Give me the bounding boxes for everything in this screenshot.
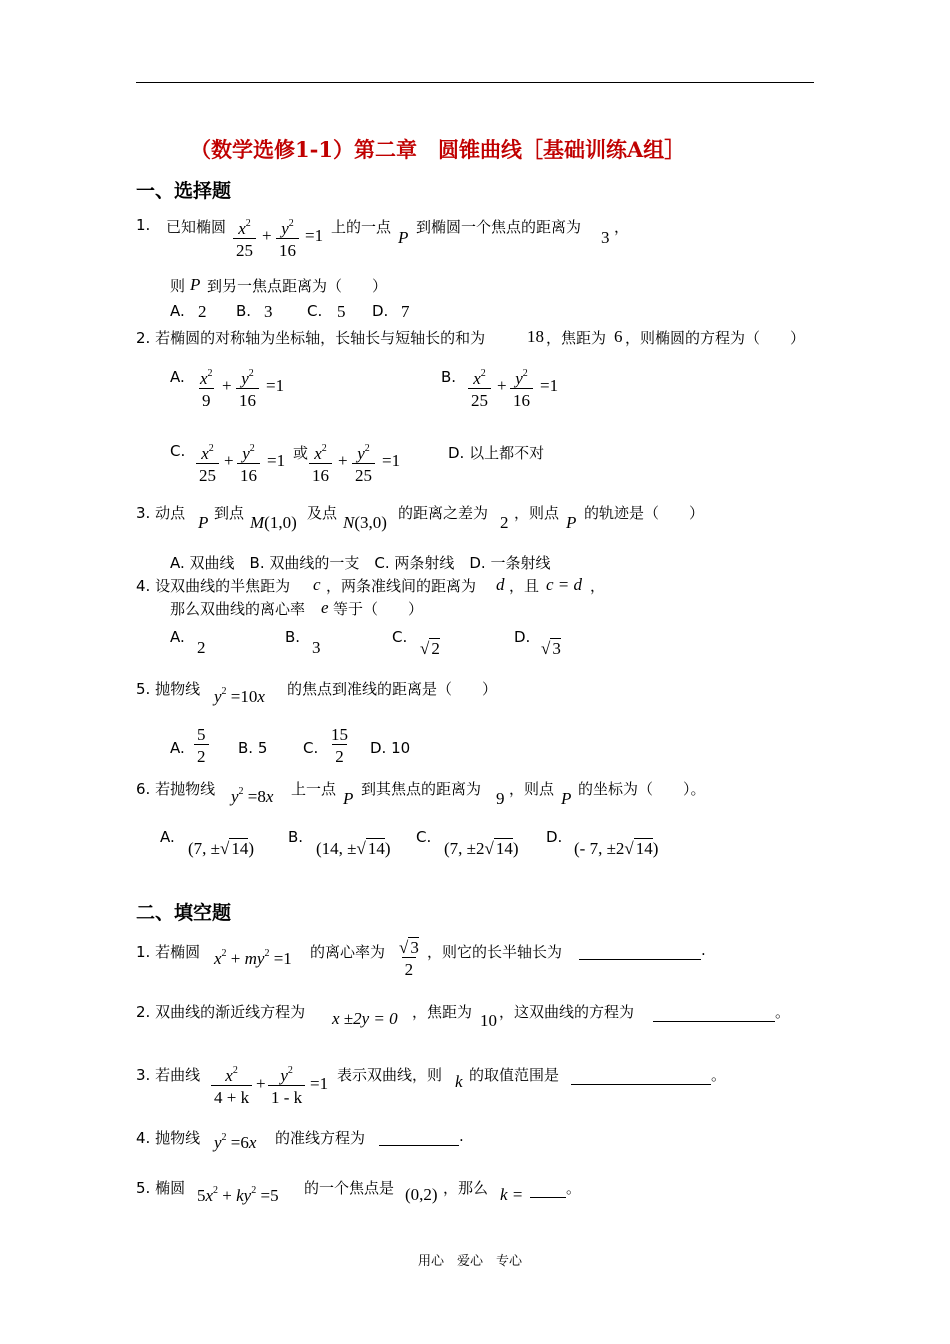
q4-line2-b: 等于（ ）: [333, 600, 424, 618]
q6-text-1: 6. 若抛物线: [136, 780, 216, 798]
q3-text-4: 的距离之差为: [398, 504, 489, 522]
q6-opt-a: A.: [160, 828, 175, 846]
q2-c-frac4: $\frac{y^2}{25}$: [352, 439, 375, 485]
q2-c-plus: +: [224, 451, 234, 470]
q3-var-p: P: [198, 513, 209, 532]
q6-opt-a-val: (7, ±√ 14): [188, 839, 255, 858]
q5-text-1: 5. 抛物线: [136, 680, 201, 698]
f2-text-3: ，这双曲线的方程为: [499, 1003, 635, 1021]
f5-text-3: ，那么: [443, 1179, 489, 1197]
q1-eq: =1: [305, 226, 324, 245]
q4-var-e: e: [321, 598, 329, 617]
q2-a-eq: =1: [266, 376, 285, 395]
q2-opt-b: B.: [441, 368, 457, 386]
q1-comma: ，: [614, 218, 630, 236]
q1-line2-a: 则: [170, 277, 186, 295]
f5-text-1: 5. 椭圆: [136, 1179, 186, 1197]
q5-opt-a: A.: [170, 739, 185, 757]
f3-plus: +: [256, 1074, 266, 1093]
q3-text-6: 的轨迹是（ ）: [584, 504, 705, 522]
q1-opt-c-val: 5: [337, 302, 346, 321]
q3-text-3: 及点: [307, 504, 338, 522]
q2-a-frac1: $\frac{x^2}{9}$: [200, 368, 213, 410]
q4-opt-b: B.: [285, 628, 301, 646]
f3-blank[interactable]: 。: [571, 1064, 726, 1085]
q3-point-m: M(1,0): [250, 513, 297, 532]
q2-b-frac2: $\frac{y^2}{16}$: [510, 364, 533, 410]
f1-text-1: 1. 若椭圆: [136, 943, 201, 961]
q5-opt-b: B. 5: [238, 739, 268, 757]
q1-frac-y: $\frac{y^2}{16}$: [276, 214, 299, 260]
q6-text-4: ，则点: [509, 780, 555, 798]
q6-var-p: P: [343, 789, 354, 808]
q2-c-frac2: $\frac{y^2}{16}$: [237, 439, 260, 485]
q2-c-eq: =1: [267, 451, 286, 470]
f1-equation: $x^2 + my^2 =1$: [214, 948, 292, 968]
f2-text-1: 2. 双曲线的渐近线方程为: [136, 1003, 306, 1021]
q4-var-c: c: [313, 575, 321, 594]
q4-opt-a-val: 2: [197, 638, 206, 657]
q2-text: 2. 若椭圆的对称轴为坐标轴，长轴长与短轴长的和为: [136, 329, 486, 347]
q4-opt-d-val: √ 3: [541, 639, 561, 658]
page-footer: 用心 爱心 专心: [418, 1254, 523, 1269]
f5-var-k: k =: [500, 1185, 524, 1204]
q3-text-1: 3. 动点: [136, 504, 186, 522]
f3-frac-x: $\frac{x^2}{4 + k}$: [211, 1061, 252, 1107]
q6-opt-d-val: (- 7, ±2√ 14): [574, 839, 659, 858]
f3-var-k: k: [455, 1072, 463, 1091]
q5-opt-d: D. 10: [370, 739, 411, 757]
q1-opt-b: B.: [236, 302, 252, 320]
q2-b-eq: =1: [540, 376, 559, 395]
q5-text-2: 的焦点到准线的距离是（ ）: [287, 680, 498, 698]
f1-eccentricity: $\frac{√ 3}{2}$: [399, 938, 419, 979]
f4-text-1: 4. 抛物线: [136, 1129, 201, 1147]
q2-c-frac1: $\frac{x^2}{25}$: [196, 439, 219, 485]
q6-opt-c: C.: [416, 828, 432, 846]
q2-c-eq-2: =1: [382, 451, 401, 470]
q2-text-2: ，焦距为: [546, 329, 607, 347]
q4-var-d: d: [496, 575, 505, 594]
q3-diff: 2: [500, 513, 509, 532]
f1-blank[interactable]: .: [579, 941, 706, 960]
page-title: （数学选修1-1）第二章 圆锥曲线［基础训练A组］: [190, 137, 686, 162]
q4-cond: c = d: [546, 575, 583, 594]
q3-point-n: N(3,0): [343, 513, 387, 532]
f2-asymptote: x ±2y = 0: [332, 1009, 398, 1028]
q5-opt-c: C.: [303, 739, 319, 757]
f2-blank[interactable]: 。: [653, 1001, 790, 1022]
q4-opt-c: C.: [392, 628, 408, 646]
q2-c-frac3: $\frac{x^2}{16}$: [309, 439, 332, 485]
q4-text-1: 4. 设双曲线的半焦距为: [136, 577, 291, 595]
q4-line2-a: 那么双曲线的离心率: [170, 600, 306, 618]
q1-opt-d-val: 7: [401, 302, 410, 321]
q6-text-5: 的坐标为（ ）。: [578, 780, 706, 798]
q2-opt-a: A.: [170, 368, 185, 386]
q6-distance: 9: [496, 789, 505, 808]
q5-opt-a-frac: $\frac{5}{2}$: [194, 725, 209, 766]
f4-text-2: 的准线方程为: [275, 1129, 366, 1147]
q2-b-plus: +: [497, 376, 507, 395]
header-rule: [136, 82, 814, 83]
q2-focal: 6: [614, 327, 623, 346]
q2-b-frac1: $\frac{x^2}{25}$: [468, 364, 491, 410]
q2-opt-d: D. 以上都不对: [448, 444, 545, 462]
f5-blank[interactable]: 。: [530, 1177, 581, 1198]
q4-text-3: ，且: [509, 577, 540, 595]
q6-opt-c-val: (7, ±2√ 14): [444, 839, 519, 858]
q1-line2-p: P: [190, 275, 201, 294]
f4-blank[interactable]: .: [379, 1127, 464, 1146]
q5-opt-c-frac: $\frac{15}{2}$: [331, 725, 348, 766]
q6-text-3: 到其焦点的距离为: [361, 780, 482, 798]
q1-opt-b-val: 3: [264, 302, 273, 321]
f3-text-2: 表示双曲线，则: [337, 1066, 443, 1084]
q1-opt-d: D.: [372, 302, 389, 320]
section-choice-heading: 一、选择题: [136, 180, 232, 202]
q1-text-1: 已知椭圆: [166, 218, 227, 236]
q4-opt-a: A.: [170, 628, 185, 646]
q4-text-2: ，两条准线间的距离为: [326, 577, 477, 595]
q1-text-3: 到椭圆一个焦点的距离为: [416, 218, 582, 236]
q3-text-5: ，则点: [514, 504, 560, 522]
q1-distance: 3: [601, 228, 610, 247]
f3-text-1: 3. 若曲线: [136, 1066, 201, 1084]
f1-text-2: 的离心率为: [310, 943, 386, 961]
f3-eq: =1: [310, 1074, 329, 1093]
f4-equation: $y^2 =6x$: [214, 1132, 257, 1152]
q1-line2-b: 到另一焦点距离为（ ）: [207, 277, 388, 295]
q2-text-3: ，则椭圆的方程为（ ）: [625, 329, 806, 347]
f3-text-3: 的取值范围是: [469, 1066, 560, 1084]
q6-var-p-2: P: [561, 789, 572, 808]
q1-number: 1.: [136, 216, 151, 234]
f5-text-2: 的一个焦点是: [304, 1179, 395, 1197]
q6-opt-b-val: (14, ±√ 14): [316, 839, 391, 858]
q6-equation: $y^2 =8x$: [231, 786, 274, 806]
q2-opt-c: C.: [170, 442, 186, 460]
q3-options: A. 双曲线 B. 双曲线的一支 C. 两条射线 D. 一条射线: [170, 554, 551, 572]
section-fill-heading: 二、填空题: [136, 902, 232, 924]
q1-var-p: P: [398, 228, 409, 247]
q1-opt-c: C.: [307, 302, 323, 320]
f2-text-2: ，焦距为: [412, 1003, 473, 1021]
q1-opt-a-val: 2: [198, 302, 207, 321]
q5-equation: $y^2 =10x$: [214, 686, 265, 706]
q6-opt-b: B.: [288, 828, 304, 846]
q2-sum: 18: [527, 327, 544, 346]
q4-comma: ，: [590, 577, 606, 595]
q2-a-frac2: $\frac{y^2}{16}$: [236, 364, 259, 410]
q6-opt-d: D.: [546, 828, 563, 846]
q1-opt-a: A.: [170, 302, 185, 320]
f5-equation: $5x^2 + ky^2 =5$: [197, 1185, 279, 1205]
q1-text-2: 上的一点: [331, 218, 392, 236]
f5-focus: (0,2): [405, 1185, 438, 1204]
q1-plus: +: [262, 226, 272, 245]
q2-c-plus-2: +: [338, 451, 348, 470]
f2-focal: 10: [480, 1011, 497, 1030]
q4-opt-c-val: √ 2: [420, 639, 440, 658]
q2-or: 或: [293, 444, 309, 462]
q4-opt-d: D.: [514, 628, 531, 646]
q3-var-p-2: P: [566, 513, 577, 532]
q1-frac-x: $\frac{x^2}{25}$: [233, 214, 256, 260]
f1-text-3: ，则它的长半轴长为: [427, 943, 563, 961]
q4-opt-b-val: 3: [312, 638, 321, 657]
q2-a-plus: +: [222, 376, 232, 395]
f3-frac-y: $\frac{y^2}{1 - k}$: [268, 1061, 305, 1107]
q3-text-2: 到点: [214, 504, 245, 522]
q6-text-2: 上一点: [291, 780, 337, 798]
